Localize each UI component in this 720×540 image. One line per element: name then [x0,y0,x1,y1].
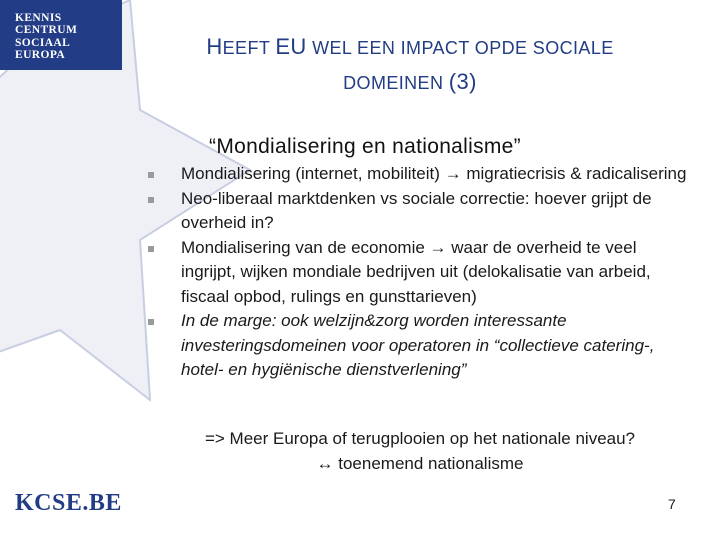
kennis-centrum-logo [0,0,122,70]
bullet-item [148,187,688,236]
logo-line: EUROPA [15,49,66,62]
kcse-footer-logo: KCSE.BE [15,490,122,516]
bullet-square-icon [148,172,154,178]
slide-title-line-1 [140,30,680,65]
title-initial: H [206,34,223,59]
logo-line: KENNIS [15,12,62,24]
bullet-text: Mondialisering (internet, mobiliteit) → migratiecrisis & radicalisering [181,164,687,183]
bullet-square-icon [148,319,154,325]
slide-subtitle: “Mondialisering en nationalisme” [209,135,521,158]
title-text: DOMEINEN [343,73,449,93]
title-eu: EU [275,34,307,59]
bullet-list [148,162,688,383]
logo-line: SOCIAAL [15,36,71,49]
title-text: EEFT [222,38,276,58]
bullet-item [148,236,688,310]
bullet-text: In de marge: ook welzijn&zorg worden interessante investeringsdomeinen voor operatoren in “collectieve catering-, hotel- en hygiënische dienstverlening” [181,311,655,379]
conclusion-line-2: ↔ toenemend nationalisme [316,454,524,473]
bullet-square-icon [148,246,154,252]
slide-title [140,30,680,100]
bullet-item [148,309,688,383]
conclusion [150,426,690,476]
title-text: WEL EEN IMPACT OPDE SOCIALE [306,38,614,58]
title-number: (3) [448,69,477,94]
slide-title-line-2 [140,65,680,100]
conclusion-line-1: => Meer Europa of terugplooien op het nationale niveau? [204,429,636,448]
bullet-square-icon [148,197,154,203]
logo-line: CENTRUM [15,24,78,37]
bullet-text: Neo-liberaal marktdenken vs sociale correctie: hoever grijpt de overheid in? [181,188,652,232]
page-number: 7 [668,496,676,512]
bullet-item [148,162,688,187]
bullet-text: Mondialisering van de economie → waar de overheid te veel ingrijpt, wijken mondiale bedrijven uit (delokalisatie van arbeid, fiscaal opbod, rulings en gunsttarieven) [181,237,651,306]
